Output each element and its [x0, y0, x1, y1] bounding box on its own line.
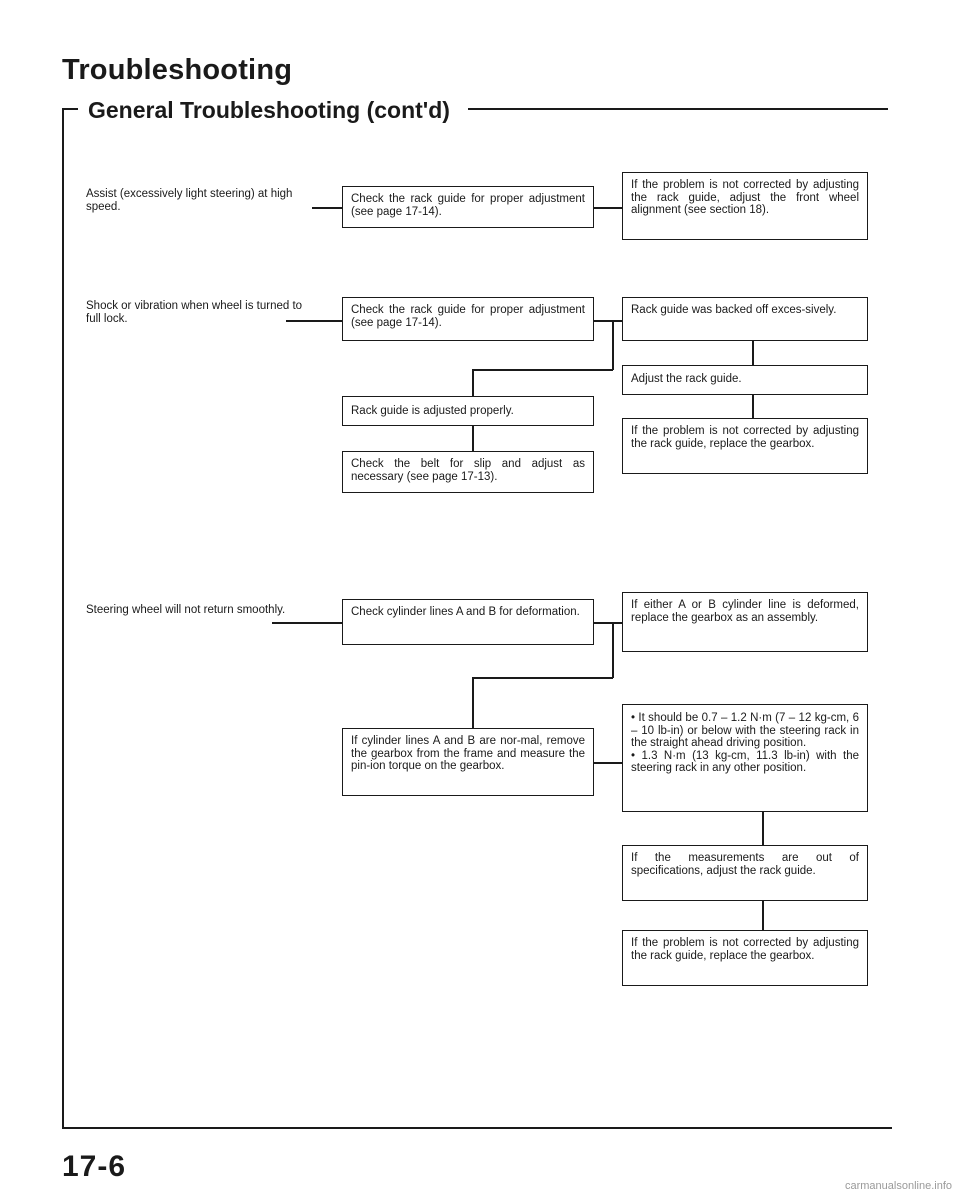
- header-rule-right: [468, 108, 888, 110]
- spec-item: • 1.3 N·m (13 kg-cm, 11.3 lb-in) with the steering rack in any other position.: [631, 749, 859, 774]
- section-subtitle: General Troubleshooting (cont'd): [88, 97, 450, 123]
- cylinder-lines-normal-box: If cylinder lines A and B are nor-mal, remove the gearbox from the frame and measure the pin-ion torque on the gearbox.: [342, 728, 594, 796]
- connector-line: [286, 320, 342, 322]
- spec-item: • It should be 0.7 – 1.2 N·m (7 – 12 kg-cm, 6 – 10 lb-in) or below with the steering rack in the straight ahead driving position.: [631, 712, 859, 749]
- connector-line: [312, 207, 342, 209]
- page-number: 17-6: [62, 1150, 127, 1183]
- connector-line: [762, 901, 764, 931]
- check-rack-guide-box: Check the rack guide for proper adjustment (see page 17-14).: [342, 186, 594, 228]
- connector-line: [472, 369, 474, 397]
- page-frame-left: [62, 108, 64, 1128]
- connector-line: [594, 320, 622, 322]
- connector-line: [594, 207, 622, 209]
- replace-gearbox-box-2: If the problem is not corrected by adjusting the rack guide, replace the gearbox.: [622, 930, 868, 986]
- connector-line: [472, 677, 613, 679]
- connector-line: [594, 762, 622, 764]
- symptom-shock-vibration: Shock or vibration when wheel is turned to full lock.: [86, 300, 303, 325]
- header-rule-left-tick: [62, 108, 78, 110]
- connector-line: [612, 622, 614, 678]
- connector-line: [472, 677, 474, 729]
- check-cylinder-lines-box: Check cylinder lines A and B for deformation.: [342, 599, 594, 645]
- cylinder-line-deformed-box: If either A or B cylinder line is deformed, replace the gearbox as an assembly.: [622, 592, 868, 652]
- out-of-spec-box: If the measurements are out of specifications, adjust the rack guide.: [622, 845, 868, 901]
- page-title: Troubleshooting: [62, 54, 293, 86]
- connector-line: [272, 622, 342, 624]
- rack-guide-backed-off-box: Rack guide was backed off exces-sively.: [622, 297, 868, 341]
- replace-gearbox-box: If the problem is not corrected by adjusting the rack guide, replace the gearbox.: [622, 418, 868, 474]
- connector-line: [472, 426, 474, 452]
- rack-guide-adjusted-properly-box: Rack guide is adjusted properly.: [342, 396, 594, 426]
- connector-line: [612, 320, 614, 370]
- connector-line: [472, 369, 613, 371]
- check-belt-box: Check the belt for slip and adjust as necessary (see page 17-13).: [342, 451, 594, 493]
- adjust-wheel-alignment-box: If the problem is not corrected by adjusting the rack guide, adjust the front wheel alignment (see section 18).: [622, 172, 868, 240]
- watermark: carmanualsonline.info: [844, 1180, 952, 1192]
- check-rack-guide-box-2: Check the rack guide for proper adjustment (see page 17-14).: [342, 297, 594, 341]
- connector-line: [752, 395, 754, 419]
- connector-line: [752, 341, 754, 365]
- pinion-torque-spec-box: [622, 704, 868, 812]
- symptom-light-steering: Assist (excessively light steering) at high speed.: [86, 188, 293, 213]
- page-frame-bottom: [62, 1127, 892, 1129]
- connector-line: [762, 812, 764, 846]
- symptom-steering-not-return: Steering wheel will not return smoothly.: [86, 604, 286, 616]
- connector-line: [594, 622, 622, 624]
- adjust-rack-guide-box: Adjust the rack guide.: [622, 365, 868, 395]
